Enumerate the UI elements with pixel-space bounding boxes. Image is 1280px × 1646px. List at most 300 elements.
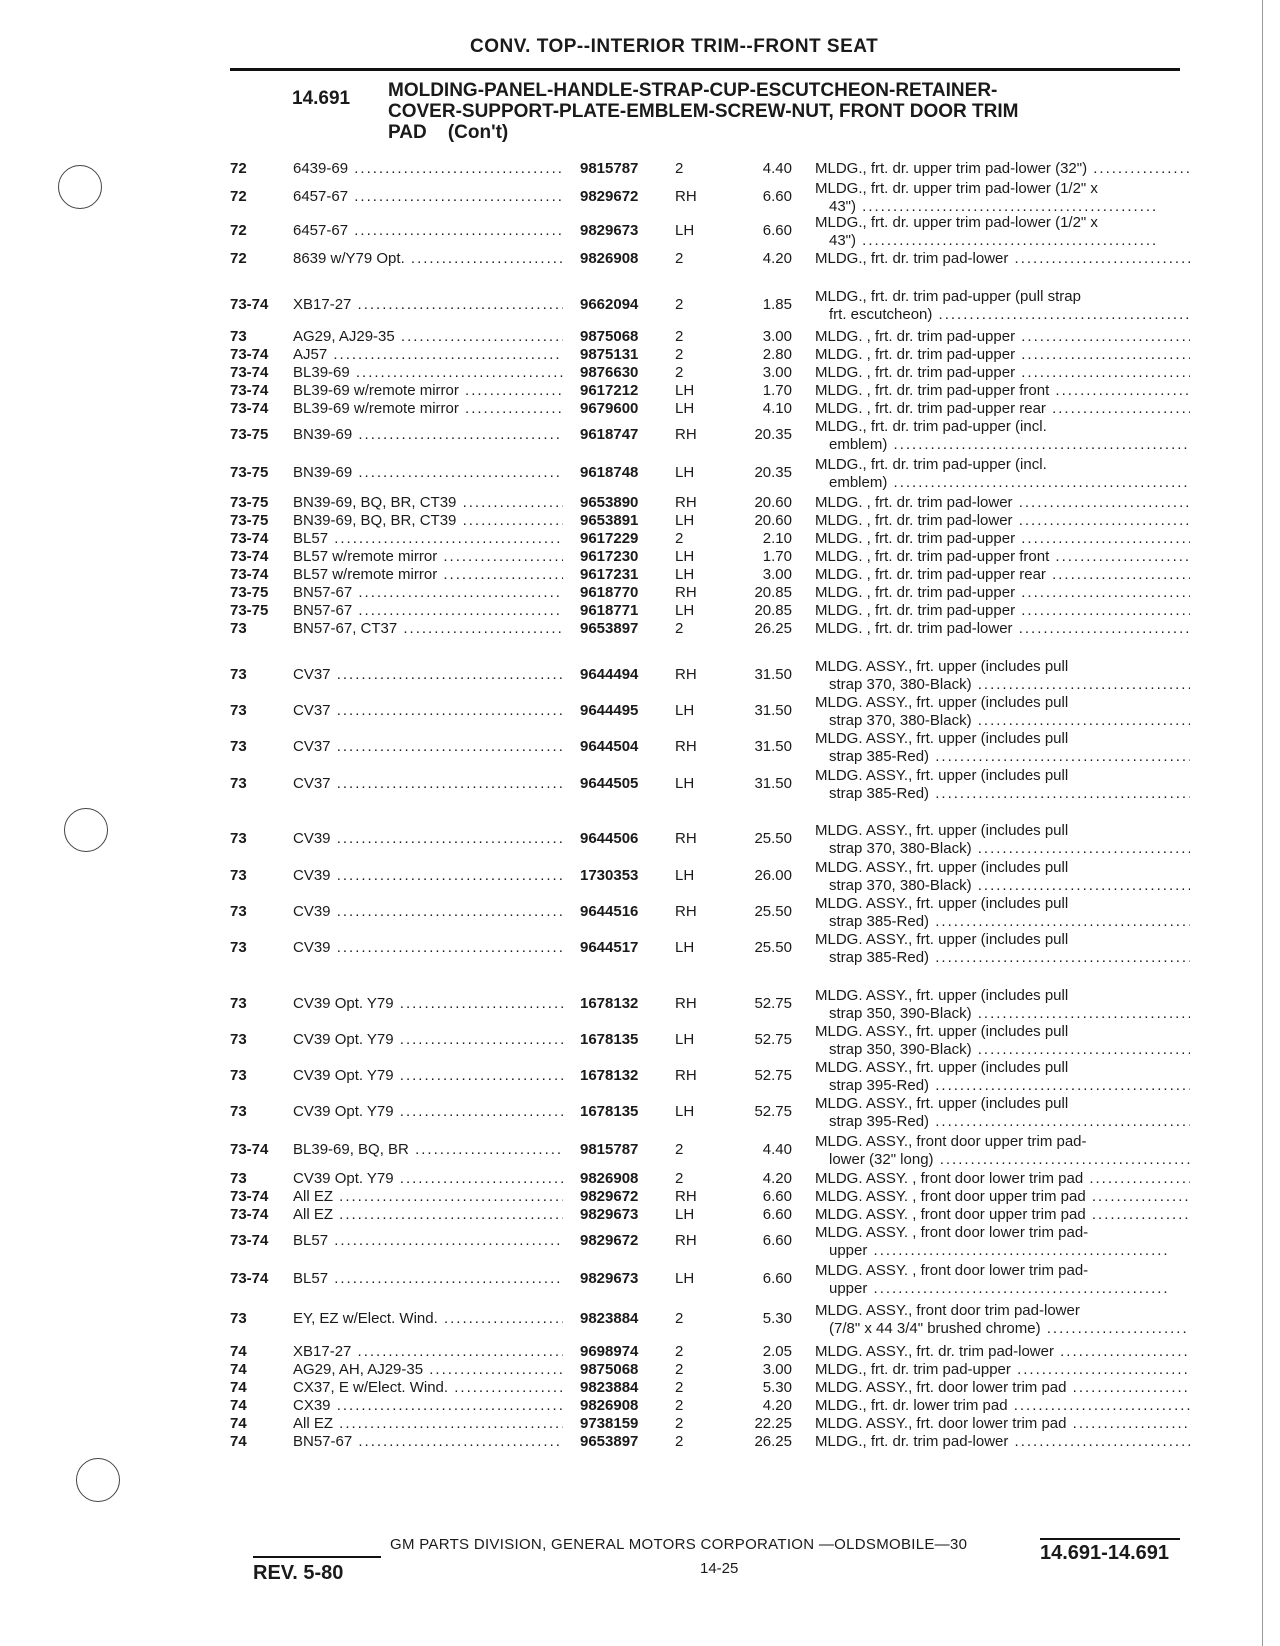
price: 20.60 <box>754 512 792 529</box>
footer-publisher: GM PARTS DIVISION, GENERAL MOTORS CORPORATION —OLDSMOBILE—30 <box>390 1536 968 1553</box>
price: 22.25 <box>754 1415 792 1432</box>
description-line-2: 43") ..... <box>815 198 1190 216</box>
body-style: 6439-69 ..... <box>293 160 563 177</box>
body-style: BL57 w/remote mirror ..... <box>293 566 563 583</box>
price: 3.00 <box>762 566 792 583</box>
table-row <box>0 620 1280 660</box>
price: 4.20 <box>762 250 792 267</box>
part-number: 1678135 <box>580 1103 639 1120</box>
part-number: 9875068 <box>580 1361 639 1378</box>
description-line-1: MLDG. ASSY., front door upper trim pad- <box>815 1133 1087 1150</box>
model-year: 73 <box>230 1310 247 1327</box>
body-style: BN57-67 ..... <box>293 602 563 619</box>
table-row <box>0 694 1280 734</box>
table-row <box>0 214 1280 254</box>
body-style: BN39-69 ..... <box>293 426 563 443</box>
model-year: 73-74 <box>230 548 269 565</box>
part-description <box>815 288 1190 324</box>
body-style: EY, EZ w/Elect. Wind. ..... <box>293 1310 563 1327</box>
price: 6.60 <box>762 1232 792 1249</box>
description-line-1: MLDG. , frt. dr. trim pad-upper rear ..... <box>815 566 1190 584</box>
part-description <box>815 1059 1190 1095</box>
part-number: 9653897 <box>580 620 639 637</box>
quantity: 2 <box>675 1170 684 1187</box>
price: 20.85 <box>754 602 792 619</box>
quantity: 2 <box>675 530 684 547</box>
price: 6.60 <box>762 188 792 205</box>
model-year: 73-74 <box>230 566 269 583</box>
model-year: 73 <box>230 738 247 755</box>
part-number: 9644504 <box>580 738 639 755</box>
part-number: 9644505 <box>580 775 639 792</box>
footer-rule-right <box>1040 1538 1180 1540</box>
model-year: 73-74 <box>230 1141 269 1158</box>
body-style: BL39-69, BQ, BR ..... <box>293 1141 563 1158</box>
description-line-2: strap 385-Red) ..... <box>815 913 1190 931</box>
part-number: 9829672 <box>580 1232 639 1249</box>
price: 6.60 <box>762 222 792 239</box>
price: 5.30 <box>762 1310 792 1327</box>
part-description <box>815 931 1190 967</box>
table-row <box>0 250 1280 290</box>
model-year: 73-74 <box>230 382 269 399</box>
part-number: 9826908 <box>580 1170 639 1187</box>
part-description <box>815 346 1190 364</box>
description-line-1: MLDG. , frt. dr. trim pad-lower ..... <box>815 494 1190 512</box>
price: 4.10 <box>762 400 792 417</box>
part-description <box>815 566 1190 584</box>
description-line-1: MLDG. ASSY., frt. dr. trim pad-lower ..... <box>815 1343 1190 1361</box>
body-style: AG29, AH, AJ29-35 ..... <box>293 1361 563 1378</box>
table-row <box>0 1302 1280 1342</box>
description-line-1: MLDG. ASSY., frt. upper (includes pull <box>815 1059 1069 1076</box>
footer-revision: REV. 5-80 <box>253 1562 344 1584</box>
price: 1.70 <box>762 382 792 399</box>
description-line-1: MLDG. ASSY., frt. upper (includes pull <box>815 1095 1069 1112</box>
body-style: BN39-69, BQ, BR, CT39 ..... <box>293 494 563 511</box>
part-number: 9826908 <box>580 250 639 267</box>
description-line-1: MLDG., frt. dr. trim pad-upper (pull strap <box>815 288 1081 305</box>
model-year: 73 <box>230 867 247 884</box>
model-year: 73-74 <box>230 1206 269 1223</box>
body-style: BN57-67 ..... <box>293 584 563 601</box>
model-year: 73 <box>230 1067 247 1084</box>
description-line-1: MLDG., frt. dr. trim pad-lower ..... <box>815 1433 1190 1451</box>
quantity: RH <box>675 1067 697 1084</box>
description-line-1: MLDG., frt. dr. upper trim pad-lower (1/2" x <box>815 180 1098 197</box>
part-number: 9698974 <box>580 1343 639 1360</box>
table-row <box>0 895 1280 935</box>
price: 52.75 <box>754 1031 792 1048</box>
part-description <box>815 548 1190 566</box>
description-line-2: strap 350, 390-Black) ..... <box>815 1041 1190 1059</box>
description-line-1: MLDG. , frt. dr. trim pad-upper front ..... <box>815 548 1190 566</box>
price: 3.00 <box>762 328 792 345</box>
part-number: 9815787 <box>580 160 639 177</box>
quantity: LH <box>675 512 695 529</box>
body-style: CV39 Opt. Y79 ..... <box>293 1031 563 1048</box>
description-line-1: MLDG., frt. dr. trim pad-upper (incl. <box>815 456 1047 473</box>
part-description <box>815 1415 1190 1433</box>
model-year: 74 <box>230 1343 247 1360</box>
body-style: CV39 Opt. Y79 ..... <box>293 995 563 1012</box>
table-row <box>0 1433 1280 1473</box>
price: 2.80 <box>762 346 792 363</box>
description-line-1: MLDG. ASSY., frt. upper (includes pull <box>815 895 1069 912</box>
quantity: LH <box>675 1103 695 1120</box>
model-year: 73-75 <box>230 494 269 511</box>
part-description <box>815 658 1190 694</box>
part-number: 9644495 <box>580 702 639 719</box>
part-number: 9876630 <box>580 364 639 381</box>
table-row <box>0 822 1280 862</box>
quantity: 2 <box>675 1141 684 1158</box>
price: 20.35 <box>754 426 792 443</box>
price: 4.40 <box>762 160 792 177</box>
body-style: XB17-27 ..... <box>293 296 563 313</box>
part-description <box>815 1206 1190 1224</box>
quantity: 2 <box>675 296 684 313</box>
description-line-1: MLDG., frt. dr. trim pad-lower ..... <box>815 250 1190 268</box>
part-description <box>815 1095 1190 1131</box>
part-number: 9653890 <box>580 494 639 511</box>
body-style: CV39 ..... <box>293 867 563 884</box>
part-description <box>815 584 1190 602</box>
quantity: LH <box>675 1270 695 1287</box>
description-line-1: MLDG. ASSY. , front door lower trim pad ..... <box>815 1170 1190 1188</box>
price: 31.50 <box>754 702 792 719</box>
body-style: 6457-67 ..... <box>293 188 563 205</box>
body-style: CV39 Opt. Y79 ..... <box>293 1103 563 1120</box>
part-description <box>815 620 1190 638</box>
section-title-line-3: PAD (Con't) <box>388 122 509 143</box>
quantity: 2 <box>675 1361 684 1378</box>
quantity: LH <box>675 867 695 884</box>
description-line-2: strap 370, 380-Black) ..... <box>815 877 1190 895</box>
part-description <box>815 494 1190 512</box>
part-number: 9829673 <box>580 1206 639 1223</box>
price: 26.25 <box>754 620 792 637</box>
part-number: 9738159 <box>580 1415 639 1432</box>
price: 2.05 <box>762 1343 792 1360</box>
part-number: 9829672 <box>580 1188 639 1205</box>
description-line-1: MLDG. , frt. dr. trim pad-upper ..... <box>815 328 1190 346</box>
table-row <box>0 1133 1280 1173</box>
part-description <box>815 987 1190 1023</box>
body-style: All EZ ..... <box>293 1415 563 1432</box>
description-line-2: emblem) ..... <box>815 436 1190 454</box>
description-line-2: upper ..... <box>815 1280 1190 1298</box>
price: 20.35 <box>754 464 792 481</box>
body-style: AJ57 ..... <box>293 346 563 363</box>
price: 20.85 <box>754 584 792 601</box>
model-year: 72 <box>230 188 247 205</box>
part-number: 9875131 <box>580 346 639 363</box>
description-line-1: MLDG. ASSY., frt. upper (includes pull <box>815 987 1069 1004</box>
model-year: 73 <box>230 702 247 719</box>
quantity: 2 <box>675 1310 684 1327</box>
section-title-line-2: COVER-SUPPORT-PLATE-EMBLEM-SCREW-NUT, FRONT DOOR TRIM <box>388 101 1019 122</box>
body-style: CV37 ..... <box>293 702 563 719</box>
model-year: 73 <box>230 995 247 1012</box>
part-description <box>815 1379 1190 1397</box>
body-style: CX37, E w/Elect. Wind. ..... <box>293 1379 563 1396</box>
body-style: BL57 ..... <box>293 530 563 547</box>
part-number: 1678132 <box>580 1067 639 1084</box>
quantity: LH <box>675 602 695 619</box>
price: 3.00 <box>762 364 792 381</box>
body-style: CV39 Opt. Y79 ..... <box>293 1170 563 1187</box>
table-row <box>0 288 1280 328</box>
section-title-line-1: MOLDING-PANEL-HANDLE-STRAP-CUP-ESCUTCHEON-RETAINER- <box>388 80 998 101</box>
model-year: 73 <box>230 1031 247 1048</box>
description-line-1: MLDG. ASSY. , front door upper trim pad ..... <box>815 1188 1190 1206</box>
description-line-1: MLDG. ASSY., frt. upper (includes pull <box>815 859 1069 876</box>
quantity: LH <box>675 1031 695 1048</box>
model-year: 73 <box>230 328 247 345</box>
quantity: RH <box>675 995 697 1012</box>
body-style: CV39 Opt. Y79 ..... <box>293 1067 563 1084</box>
quantity: RH <box>675 738 697 755</box>
quantity: 2 <box>675 1433 684 1450</box>
part-number: 9617231 <box>580 566 639 583</box>
table-row <box>0 1224 1280 1264</box>
quantity: RH <box>675 830 697 847</box>
part-description <box>815 1361 1190 1379</box>
table-row <box>0 456 1280 496</box>
model-year: 73 <box>230 620 247 637</box>
part-number: 9829673 <box>580 222 639 239</box>
description-line-1: MLDG. ASSY., frt. upper (includes pull <box>815 1023 1069 1040</box>
description-line-1: MLDG. ASSY., front door trim pad-lower <box>815 1302 1080 1319</box>
description-line-2: emblem) ..... <box>815 474 1190 492</box>
part-number: 9815787 <box>580 1141 639 1158</box>
description-line-1: MLDG. ASSY., frt. upper (includes pull <box>815 822 1069 839</box>
quantity: RH <box>675 1188 697 1205</box>
body-style: CV37 ..... <box>293 738 563 755</box>
part-number: 9644517 <box>580 939 639 956</box>
part-description <box>815 602 1190 620</box>
price: 52.75 <box>754 1103 792 1120</box>
quantity: LH <box>675 464 695 481</box>
description-line-2: strap 370, 380-Black) ..... <box>815 840 1190 858</box>
price: 26.25 <box>754 1433 792 1450</box>
body-style: BL57 ..... <box>293 1270 563 1287</box>
price: 31.50 <box>754 775 792 792</box>
body-style: BL39-69 w/remote mirror ..... <box>293 400 563 417</box>
part-number: 1678135 <box>580 1031 639 1048</box>
model-year: 73 <box>230 775 247 792</box>
part-description <box>815 456 1190 492</box>
description-line-2: strap 370, 380-Black) ..... <box>815 676 1190 694</box>
price: 25.50 <box>754 939 792 956</box>
part-description <box>815 1343 1190 1361</box>
table-row <box>0 418 1280 458</box>
description-line-1: MLDG. ASSY., frt. upper (includes pull <box>815 730 1069 747</box>
part-number: 9829672 <box>580 188 639 205</box>
price: 3.00 <box>762 1361 792 1378</box>
body-style: 6457-67 ..... <box>293 222 563 239</box>
body-style: BL57 w/remote mirror ..... <box>293 548 563 565</box>
body-style: CV37 ..... <box>293 666 563 683</box>
description-line-2: strap 350, 390-Black) ..... <box>815 1005 1190 1023</box>
price: 25.50 <box>754 830 792 847</box>
model-year: 74 <box>230 1379 247 1396</box>
model-year: 73-75 <box>230 512 269 529</box>
description-line-1: MLDG. , frt. dr. trim pad-lower ..... <box>815 512 1190 530</box>
part-description <box>815 1302 1190 1338</box>
model-year: 73-74 <box>230 346 269 363</box>
quantity: 2 <box>675 160 684 177</box>
footer-section-range: 14.691-14.691 <box>1040 1542 1170 1564</box>
quantity: LH <box>675 400 695 417</box>
description-line-2: (7/8" x 44 3/4" brushed chrome) ..... <box>815 1320 1190 1338</box>
model-year: 73-75 <box>230 464 269 481</box>
body-style: All EZ ..... <box>293 1188 563 1205</box>
description-line-1: MLDG. , frt. dr. trim pad-upper ..... <box>815 530 1190 548</box>
quantity: 2 <box>675 1397 684 1414</box>
part-number: 9653891 <box>580 512 639 529</box>
part-description <box>815 694 1190 730</box>
model-year: 73 <box>230 666 247 683</box>
description-line-1: MLDG. , frt. dr. trim pad-upper rear ..... <box>815 400 1190 418</box>
description-line-1: MLDG. ASSY., frt. upper (includes pull <box>815 767 1069 784</box>
model-year: 73 <box>230 830 247 847</box>
part-description <box>815 1397 1190 1415</box>
price: 2.10 <box>762 530 792 547</box>
price: 52.75 <box>754 1067 792 1084</box>
page-header-title: CONV. TOP--INTERIOR TRIM--FRONT SEAT <box>470 36 879 57</box>
part-number: 9875068 <box>580 328 639 345</box>
part-description <box>815 180 1190 216</box>
description-line-1: MLDG., frt. dr. lower trim pad ..... <box>815 1397 1190 1415</box>
part-number: 1730353 <box>580 867 639 884</box>
body-style: CV37 ..... <box>293 775 563 792</box>
quantity: 2 <box>675 1379 684 1396</box>
part-number: 9618747 <box>580 426 639 443</box>
part-description <box>815 767 1190 803</box>
description-line-2: upper ..... <box>815 1242 1190 1260</box>
description-line-2: strap 370, 380-Black) ..... <box>815 712 1190 730</box>
description-line-2: frt. escutcheon) ..... <box>815 306 1190 324</box>
part-number: 9617212 <box>580 382 639 399</box>
price: 6.60 <box>762 1270 792 1287</box>
part-number: 9618748 <box>580 464 639 481</box>
part-number: 9823884 <box>580 1379 639 1396</box>
model-year: 73 <box>230 903 247 920</box>
part-description <box>815 364 1190 382</box>
description-line-2: strap 385-Red) ..... <box>815 785 1190 803</box>
table-row <box>0 1262 1280 1302</box>
description-line-1: MLDG. , frt. dr. trim pad-upper ..... <box>815 584 1190 602</box>
part-description <box>815 160 1190 178</box>
table-row <box>0 767 1280 807</box>
quantity: RH <box>675 666 697 683</box>
quantity: RH <box>675 903 697 920</box>
body-style: AG29, AJ29-35 ..... <box>293 328 563 345</box>
part-description <box>815 250 1190 268</box>
body-style: BN39-69 ..... <box>293 464 563 481</box>
price: 31.50 <box>754 738 792 755</box>
table-row <box>0 1095 1280 1135</box>
description-line-1: MLDG., frt. dr. upper trim pad-lower (32") ..... <box>815 160 1190 178</box>
model-year: 74 <box>230 1397 247 1414</box>
description-line-1: MLDG. ASSY., frt. door lower trim pad ..... <box>815 1379 1190 1397</box>
quantity: LH <box>675 222 695 239</box>
body-style: BL57 ..... <box>293 1232 563 1249</box>
part-description <box>815 418 1190 454</box>
price: 4.40 <box>762 1141 792 1158</box>
description-line-2: 43") ..... <box>815 232 1190 250</box>
table-row <box>0 1059 1280 1099</box>
price: 4.20 <box>762 1170 792 1187</box>
part-number: 9653897 <box>580 1433 639 1450</box>
quantity: 2 <box>675 364 684 381</box>
description-line-1: MLDG. ASSY. , front door upper trim pad ..... <box>815 1206 1190 1224</box>
quantity: RH <box>675 494 697 511</box>
description-line-2: lower (32" long) ..... <box>815 1151 1190 1169</box>
model-year: 73-75 <box>230 584 269 601</box>
part-description <box>815 1262 1190 1298</box>
description-line-1: MLDG. ASSY. , front door lower trim pad- <box>815 1262 1089 1279</box>
table-row <box>0 931 1280 971</box>
body-style: BN57-67 ..... <box>293 1433 563 1450</box>
model-year: 73-74 <box>230 530 269 547</box>
model-year: 72 <box>230 250 247 267</box>
price: 6.60 <box>762 1188 792 1205</box>
price: 20.60 <box>754 494 792 511</box>
description-line-2: strap 395-Red) ..... <box>815 1113 1190 1131</box>
body-style: All EZ ..... <box>293 1206 563 1223</box>
part-description <box>815 1433 1190 1451</box>
part-number: 9679600 <box>580 400 639 417</box>
part-description <box>815 730 1190 766</box>
description-line-2: strap 385-Red) ..... <box>815 748 1190 766</box>
model-year: 74 <box>230 1433 247 1450</box>
part-number: 9644506 <box>580 830 639 847</box>
part-description <box>815 400 1190 418</box>
part-number: 9618770 <box>580 584 639 601</box>
description-line-1: MLDG. ASSY., frt. upper (includes pull <box>815 931 1069 948</box>
part-description <box>815 1170 1190 1188</box>
body-style: BL39-69 w/remote mirror ..... <box>293 382 563 399</box>
part-number: 9644494 <box>580 666 639 683</box>
quantity: 2 <box>675 328 684 345</box>
part-description <box>815 530 1190 548</box>
quantity: 2 <box>675 1415 684 1432</box>
description-line-1: MLDG. ASSY., frt. upper (includes pull <box>815 658 1069 675</box>
part-number: 1678132 <box>580 995 639 1012</box>
model-year: 73-75 <box>230 602 269 619</box>
description-line-1: MLDG., frt. dr. trim pad-upper ..... <box>815 1361 1190 1379</box>
table-row <box>0 987 1280 1027</box>
quantity: RH <box>675 584 697 601</box>
description-line-2: strap 395-Red) ..... <box>815 1077 1190 1095</box>
quantity: 2 <box>675 620 684 637</box>
model-year: 73-74 <box>230 1188 269 1205</box>
price: 25.50 <box>754 903 792 920</box>
part-description <box>815 859 1190 895</box>
description-line-1: MLDG. ASSY. , front door lower trim pad- <box>815 1224 1089 1241</box>
model-year: 74 <box>230 1415 247 1432</box>
part-description <box>815 214 1190 250</box>
price: 5.30 <box>762 1379 792 1396</box>
part-number: 9829673 <box>580 1270 639 1287</box>
part-description <box>815 1224 1190 1260</box>
part-number: 9662094 <box>580 296 639 313</box>
price: 1.70 <box>762 548 792 565</box>
body-style: CV39 ..... <box>293 830 563 847</box>
